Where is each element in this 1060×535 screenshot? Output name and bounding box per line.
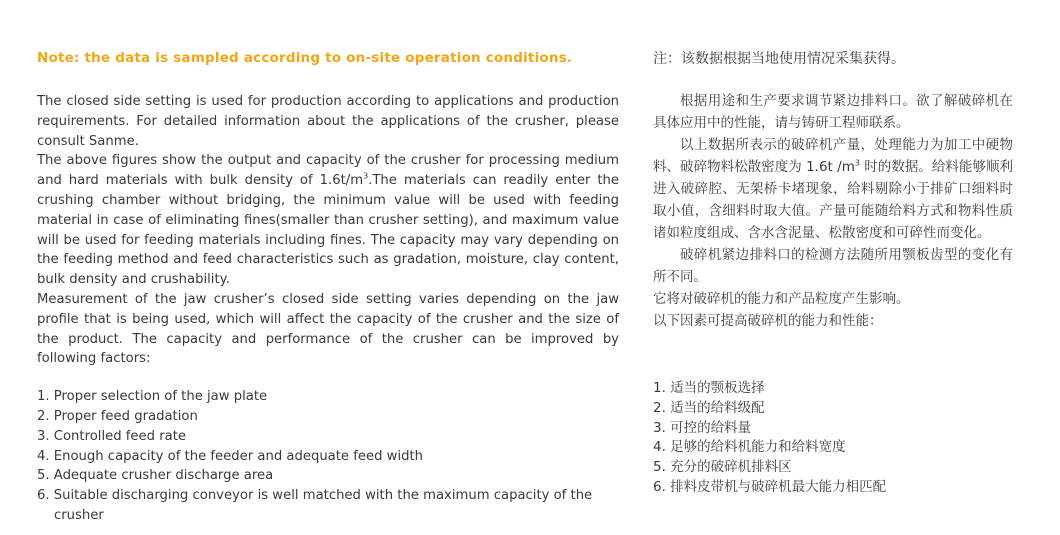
english-superscript: 3 — [363, 171, 369, 181]
chinese-paragraph-1: 根据用途和生产要求调节紧边排料口。欲了解破碎机在具体应用中的性能，请与铸研工程师联系。 — [653, 93, 1013, 131]
chinese-paragraph-3: 破碎机紧边排料口的检测方法随所用颚板齿型的变化有所不同。 — [653, 247, 1013, 285]
chinese-factor-item: 1. 适当的颚板选择 — [653, 380, 765, 396]
chinese-paragraph-5: 以下因素可提高破碎机的能力和性能： — [653, 313, 883, 329]
chinese-factor-list — [653, 379, 886, 498]
english-factor-item: 1. Proper selection of the jaw plate — [37, 389, 268, 405]
chinese-factor-item: 2. 适当的给料级配 — [653, 399, 765, 416]
chinese-column — [653, 48, 1014, 495]
chinese-body — [653, 90, 1013, 332]
english-factor-list — [37, 387, 619, 526]
chinese-factor-item: 3. 可控的给料量 — [653, 419, 752, 436]
english-factor-item: 5. Adequate crusher discharge area — [37, 468, 274, 484]
english-note: Note: the data is sampled according to on-site operation conditions. — [37, 50, 573, 66]
english-paragraph-2-text-cont: .The materials can readily enter the crushing chamber without bridging, the minimum value will be used with feeding material in case of eliminating fines(smaller than crusher setting), and maximum value will be used for feeding materials including fines. The capacity may vary depending on the feeding method and feed characteristics such as gradation, moisture, clay content, bulk density and crushability. — [37, 173, 619, 288]
english-paragraph-3: Measurement of the jaw crusher’s closed side setting varies depending on the jaw profile that is being used, which will affect the capacity of the crusher and the size of the product. The capacity and performance of the crusher can be improved by following factors: — [37, 291, 619, 367]
chinese-factor-item: 5. 充分的破碎机排料区 — [653, 459, 792, 476]
chinese-factor-item: 4. 足够的给料机能力和给料宽度 — [653, 439, 846, 456]
english-factor-item: 2. Proper feed gradation — [37, 408, 198, 424]
chinese-paragraph-2-text-cont: 时的数据。给料能够顺利进入破碎腔、无架桥卡堵现象，给料剔除小于排矿口细料时取小值，含细料时取大值。产量可能随给料方式和物料性质诸如粒度组成、含水含泥量、松散密度和可碎性而变化。 — [653, 159, 1014, 241]
chinese-superscript: 3 — [854, 158, 860, 168]
chinese-paragraph-2 — [653, 134, 1013, 244]
chinese-paragraph-4: 它将对破碎机的能力和产品粒度产生影响。 — [653, 291, 910, 307]
english-paragraph-2 — [37, 151, 619, 290]
english-factor-item: 4. Enough capacity of the feeder and adequate feed width — [37, 448, 424, 464]
chinese-factor-item: 6. 排料皮带机与破碎机最大能力相匹配 — [653, 478, 887, 495]
english-factor-item: 6. Suitable discharging conveyor is well matched with the maximum capacity of the crusher — [37, 488, 593, 523]
english-paragraph-1: The closed side setting is used for production according to applications and production requirements. For detailed information about the applications of the crusher, please consult Sanme. — [37, 94, 619, 149]
english-paragraph-2-text: The above figures show the output and capacity of the crusher for processing medium and hard materials with bulk density of 1.6t/m — [37, 153, 619, 189]
chinese-note: 注：该数据根据当地使用情况采集获得。 — [653, 51, 905, 67]
english-body — [37, 92, 619, 369]
english-column — [37, 48, 619, 526]
english-factor-item: 3. Controlled feed rate — [37, 428, 187, 444]
chinese-paragraph-2-text: 以上数据所表示的破碎机产量，处理能力为加工中硬物料、破碎物料松散密度为 1.6t /m — [653, 137, 1013, 175]
